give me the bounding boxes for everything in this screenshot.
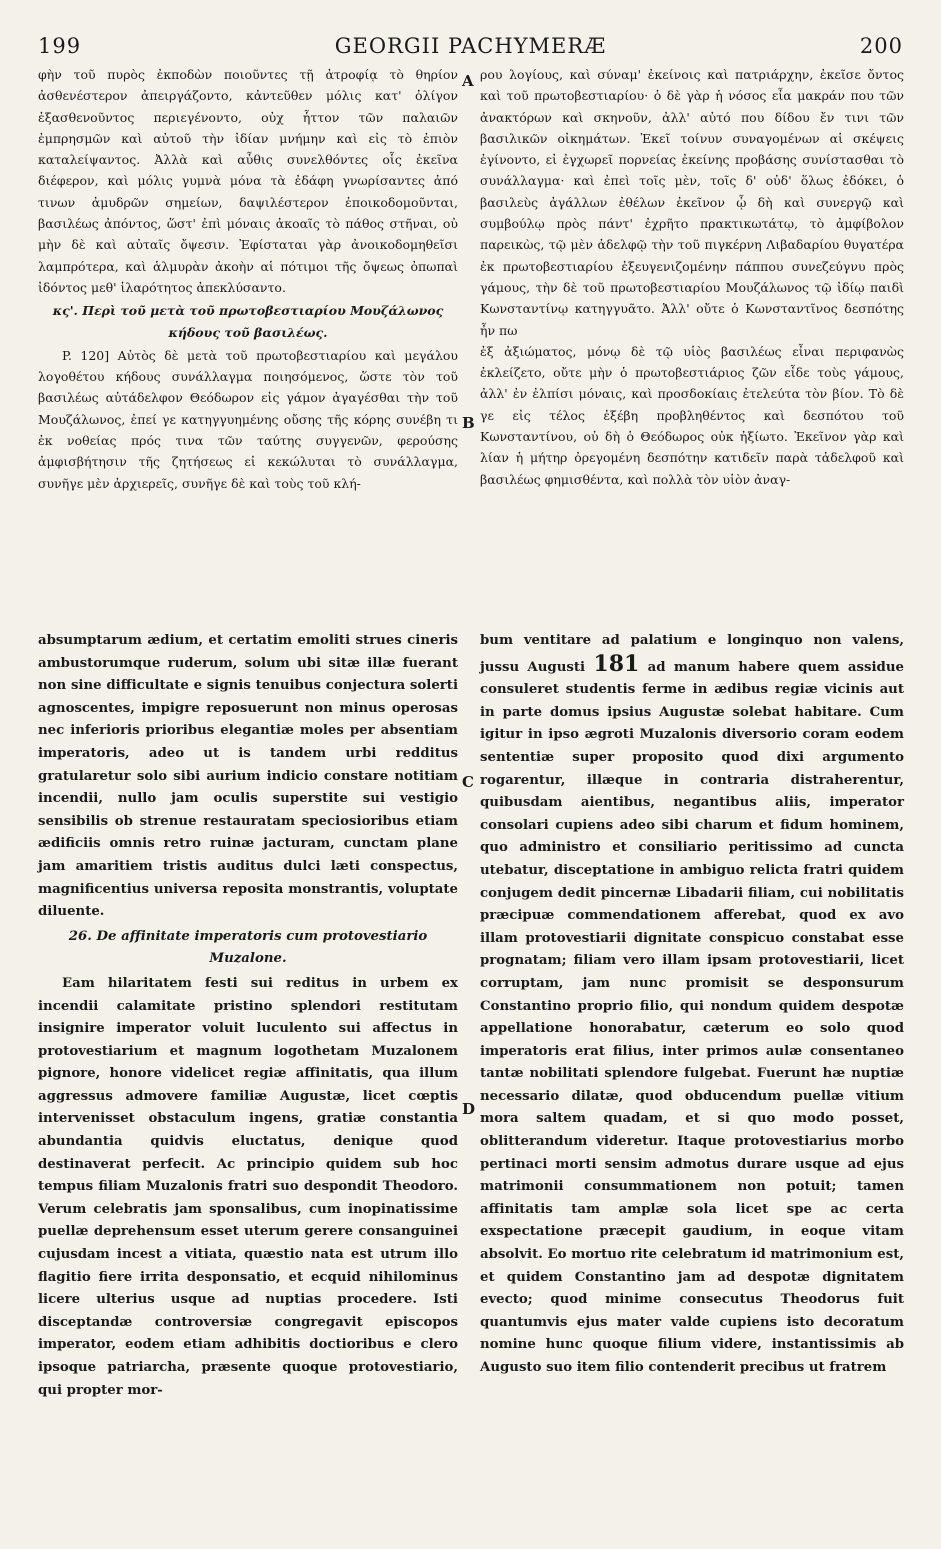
latin-paragraph bbox=[480, 630, 904, 1380]
latin-column-right bbox=[480, 630, 904, 1380]
section-marker-a: A bbox=[462, 72, 474, 90]
edition-page-marker: 181 bbox=[593, 650, 640, 677]
latin-text: bum ventitare ad palatium e longinquo non valens, jussu Augusti bbox=[480, 633, 904, 675]
latin-paragraph: absumptarum ædium, et certatim emoliti strues cineris ambustorumque ruderum, solum ubi sitæ illæ fuerant non sine difficultate e signis tenuibus conjectura solerti agnoscentes, impigre reposuerunt non minus operosas nec inferioris prioribus elegantiæ moles per absentiam imperatoris, adeo ut is tandem urbi redditus gratularetur solo sibi aurium indicio constare notitiam incendii, nullo jam oculis superstite sui vestigio sensibilis ob strenue restauratam speciosioribus etiam ædificiis omnis retro ruinæ jacturam, cunctam plane jam amaritiem tristis auditus dulci læti conspectus, magnificentius universa reposita monstrantis, voluptate diluente. bbox=[38, 633, 458, 920]
greek-column-right bbox=[480, 64, 904, 490]
latin-column-left bbox=[38, 630, 458, 1402]
running-title: GEORGII PACHYMERÆ bbox=[334, 34, 607, 58]
greek-section-heading: κς'. Περὶ τοῦ μετὰ τοῦ πρωτοβεστιαρίου Μουζάλωνος κήδους τοῦ βασιλέως. bbox=[52, 303, 444, 340]
latin-text: ad manum habere quem assidue consuleret studentis ferme in ædibus regiæ vicinis aut in parte domus ipsius Augustæ solebat habitare. Cum igitur in ipso ægroti Muzalonis diversorio coram eodem sententiæ super proposito quod dixi argumento rogarentur, illæque in contraria distraherentur, quibusdam aientibus, negantibus aliis, imperator consolari cupiens adeo sibi charum et fidum hominem, quo administro et consiliario peritissimo ad cuncta utebatur, disceptatione in ambiguo relicta fratri quidem conjugem dedit pincernæ Libadarii filiam, cui nobilitatis præcipuæ commendationem afferebat, quod ex avo illam protovestiarii dignitate conspicuo constabat esse prognatam; filiam vero illam ipsam protovestiarii, licet corruptam, jam nunc promisit se desponsurum Constantino proprio filio, qui nondum quidem despotæ appellatione honorabatur, cæterum eo solo quod imperatoris erat filius, inter primos aulæ consentaneo tantæ nobilitati splendore fulgebat. Fuerunt hæ nuptiæ necessario dilatæ, quod obducendum puellæ vitium mora saltem quadam, et si quo modo posset, oblitterandum videretur. Itaque protovestiarius morbo pertinaci morti sensim admotus durare usque ad ejus matrimonii consummationem non potuit; tamen affinitatis tam amplæ sola licet spe ac certa exspectatione præcepit gaudium, in eoque vitam absolvit. Eo mortuo rite celebratum id matrimonium est, et quidem Constantino jam ad despotæ dignitatem evecto; quod minime consecutus Theodorus fuit quantumvis ejus mater valde cupiens isto decoratum nomine hunc quoque filium videre, instantissimis ab Augusto suo item filio contenderit precibus ut fratrem bbox=[480, 659, 904, 1375]
greek-column-left bbox=[38, 64, 458, 494]
section-marker-b: B bbox=[462, 414, 475, 432]
greek-paragraph: ἐξ ἀξιώματος, μόνῳ δὲ τῷ υἱὸς βασιλέως εἶναι περιφανὼς ἐκλείζετο, οὔτε μὴν ὁ πρωτοβεστιάριος ζῶν εἶδε τοὺς γάμους, ἀλλ' ἐν ἐλπίσι μόναις, καὶ προσδοκίαις ἐτελεύτα τὸν βίον. Τὸ δὲ γε εἰς τέλος ἐξέβη προβληθέντος καὶ δεσπότου τοῦ Κωνσταντίνου, οὐ δὴ ὁ Θεόδωρος οὐκ ἠξίωτο. Ἐκεῖνον γὰρ καὶ λίαν ἡ μήτηρ ὀρεγομένη δεσπότην κατιδεῖν παρὰ τἀδελφοῦ καὶ βασιλέως φημισθέντα, καὶ πολλὰ τὸν υἱὸν ἀναγ- bbox=[480, 343, 904, 487]
greek-paragraph: P. 120] Αὐτὸς δὲ μετὰ τοῦ πρωτοβεστιαρίου καὶ μεγάλου λογοθέτου κήδους συνάλλαγμα ποιησόμενος, ὥστε τὸν τοῦ βασιλέως αὐτάδελφον Θεόδωρον εἰς γάμον ἀγαγέσθαι τὴν τοῦ Μουζάλωνος, ἐπεί γε κατηγγυημένης οὔσης τῆς κόρης συνέβη τι ἐκ νοθείας πρός τινα τῶν ταύτης συγγενῶν, φερούσης ἀμφισβήτησιν τῆς ζητήσεως εἰ κεκώλυται τὸ συνάλλαγμα, συνῆγε μὲν ἀρχιερεῖς, συνῆγε δὲ καὶ τοὺς τοῦ κλή- bbox=[38, 347, 458, 491]
section-marker-c: C bbox=[462, 773, 474, 791]
greek-paragraph: φὴν τοῦ πυρὸς ἐκποδὼν ποιοῦντες τῇ ἀτροφίᾳ τὸ θηρίον ἀσθενέστερον ἀπειργάζοντο, κἀντεῦθεν μόλις κατ' ὀλίγον ἐξασθενοῦντος περιεγένοντο, οὐχ ἧττον τῶν παλαιῶν ἐμπρησμῶν καὶ αὐτοῦ τὴν ἰδίαν μνήμην καὶ εἰς τὸ ἐπιὸν καταλείψαντος. Ἀλλὰ καὶ αὖθις συνελθόντες οἷς ἐκεῖνα διέφερον, καὶ μόλις γυμνὰ μόνα τὰ ἐδάφη γνωρίσαντες ἀπό τινων ἀμυδρῶν σημείων, δαψιλέστερον ἐποικοδομοῦνται, βασιλέως ἀπόντος, ὥστ' ἐπὶ μόναις ἀκοαῖς τὸ πάθος στῆναι, οὐ μὴν δὲ καὶ αὐταῖς ὄψεσιν. Ἐφίσταται γὰρ ἀνοικοδομηθεῖσι λαμπρότερα, καὶ ἁλμυρὰν ἀκοὴν αἱ πότιμοι τῆς ὄψεως ὀπωπαὶ ἰδόντος μεθ' ἱλαρότητος ἀπεκλύσαντο. bbox=[38, 67, 458, 295]
latin-section-heading: 26. De affinitate imperatoris cum protovestiario Muzalone. bbox=[68, 928, 428, 967]
page-header bbox=[38, 34, 903, 64]
page-number-right: 200 bbox=[859, 34, 903, 58]
greek-paragraph: ρου λογίους, καὶ σύναμ' ἐκείνοις καὶ πατριάρχην, ἐκεῖσε ὄντος καὶ τοῦ πρωτοβεστιαρίου· ὁ δὲ γὰρ ἡ νόσος εἶα μακράν που τῶν ἀνακτόρων καὶ σκηνοῦν, ἀλλ' αὐτό που δίδου ἔν τινι τῶν βασιλικῶν οἰκημάτων. Ἐκεῖ τοίνυν συναγομένων αἱ σκέψεις ἐγίνοντο, εἰ ἐγχωρεῖ πορνείας ἐκείνης προβάσης συνίστασθαι τὸ συνάλλαγμα· καὶ ἐπεὶ τοῖς μὲν, τοῖς δ' οὐδ' ὅλως ἐδόκει, ὁ βασιλεὺς ἀγάλλων ἐθέλων ἐκεῖνον ᾧ δὴ καὶ συνεργῷ καὶ συμβούλῳ πρὸς πάντ' ἐχρῆτο πρακτικωτάτῳ, τὸ ἀμφίβολον παρεικὼς, τῷ μὲν ἀδελφῷ τὴν τοῦ πιγκέρνη Λιβαδαρίου θυγατέρα ἐκ πρωτοβεστιαρίου ἐξευγενιζομένην πάππου συνεζεύγνυ πρὸς γάμους, τὴν δὲ τοῦ πρωτοβεστιαρίου Μουζάλωνος τῷ ἰδίῳ παιδὶ Κωνσταντίνῳ κατηγγυᾶτο. Ἀλλ' οὔτε ὁ Κωνσταντῖνος δεσπότης ἦν πω bbox=[480, 67, 904, 338]
section-marker-d: D bbox=[462, 1100, 476, 1118]
latin-paragraph: Eam hilaritatem festi sui reditus in urbem ex incendii calamitate pristino splendori restitutam insignire imperator voluit luculento sui affectus in protovestiarium et magnum logothetam Muzalonem pignore, honore videlicet regiæ affinitatis, qua illum aggressus admovere familiæ Augustæ, licet cœptis intervenisset obstaculum ingens, gratiæ constantia abundantia quidvis eluctatus, denique quod destinaverat perfecit. Ac principio quidem sub hoc tempus filiam Muzalonis fratri suo despondit Theodoro. Verum celebratis jam sponsalibus, cum inopinatissime puellæ deprehensum esset uterum gerere consanguinei cujusdam incest a vitiata, quæstio nata est utrum illo flagitio fiere irrita desponsatio, et ecquid nihilominus licere ulterius usque ad nuptias procedere. Isti disceptandæ controversiæ congregavit episcopos imperator, eodem etiam adhibitis doctioribus e clero ipsoque patriarcha, præsente quoque protovestiario, qui propter mor- bbox=[38, 975, 458, 1398]
page-number-left: 199 bbox=[38, 34, 82, 58]
